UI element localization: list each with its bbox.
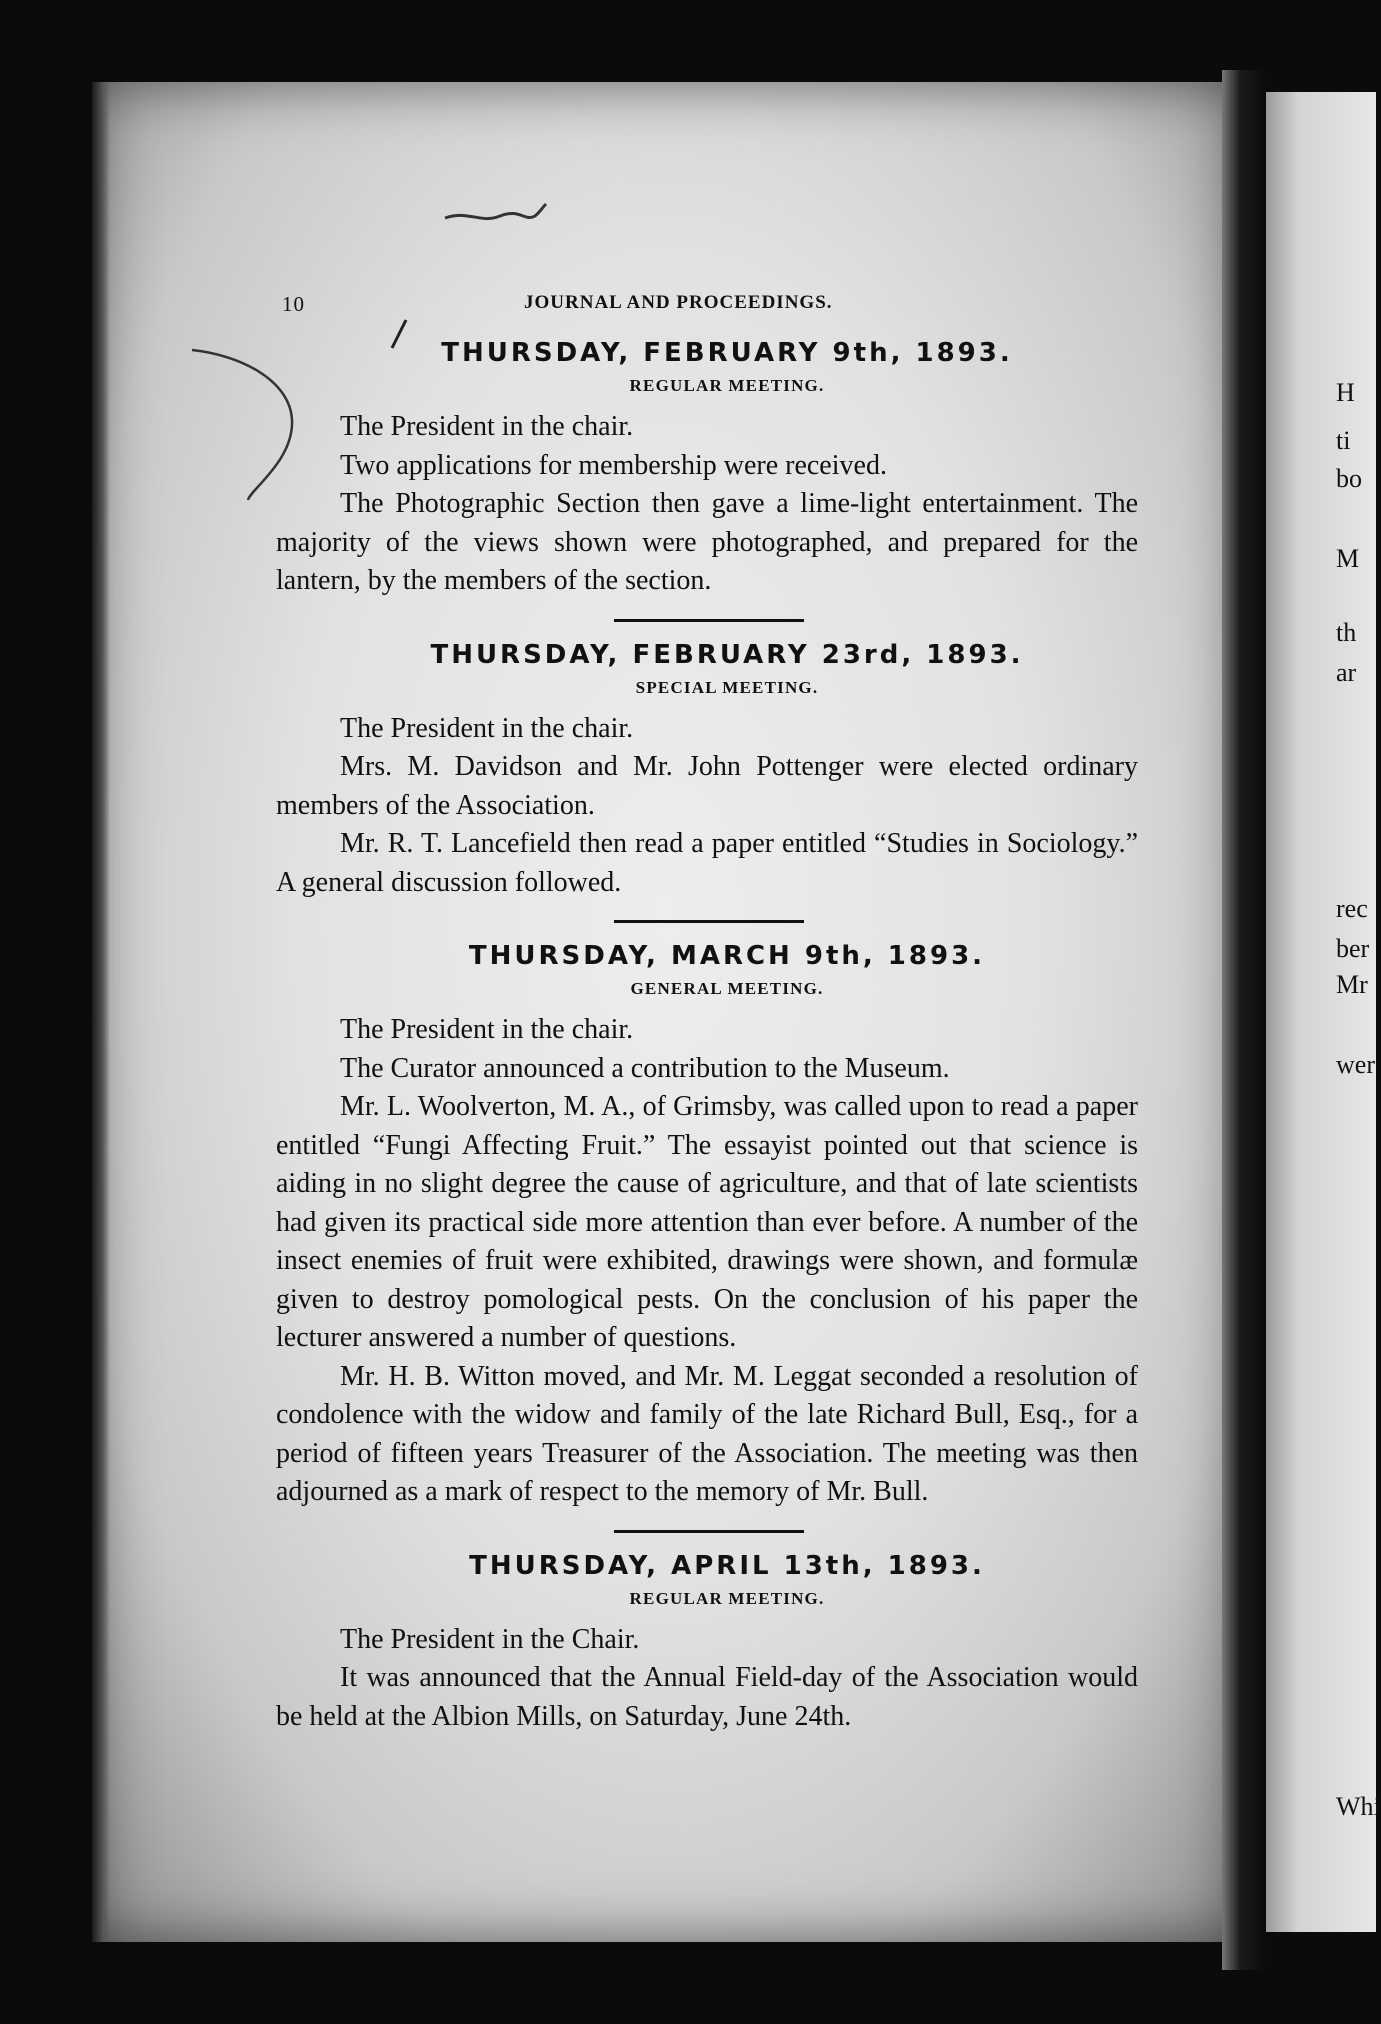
minutes-paragraph: The President in the chair. [340, 411, 634, 442]
facing-fragment: Whi [1336, 1792, 1381, 1821]
minutes-paragraph: Mr. R. T. Lancefield then read a paper entitled “Studies in Sociology.” A general discussion followed. [276, 828, 1138, 898]
section-divider [614, 920, 804, 923]
facing-fragment: H [1336, 378, 1355, 407]
minutes-paragraph: Two applications for membership were received. [340, 449, 887, 481]
page-number: 10 [282, 292, 305, 316]
facing-fragment: ti [1336, 426, 1351, 455]
minutes-paragraph: The Curator announced a contribution to the Museum. [340, 1052, 950, 1084]
facing-fragment: ar [1336, 658, 1357, 687]
meeting-type: REGULAR MEETING. [629, 1588, 825, 1608]
page-content [276, 272, 1138, 1736]
minutes-paragraph: The President in the Chair. [340, 1623, 640, 1655]
minutes-paragraph: The Photographic Section then gave a lime-light entertainment. The majority of the views shown were photographed, and prepared for the lantern, by the members of the section. [276, 488, 1138, 596]
minutes-paragraph: It was announced that the Annual Field-day of the Association would be held at the Albion Mills, on Saturday, June 24th. [276, 1662, 1138, 1732]
meeting-type: GENERAL MEETING. [630, 979, 824, 998]
facing-fragment: Mr [1336, 970, 1368, 999]
minutes-paragraph: Mr. L. Woolverton, M. A., of Grimsby, was called upon to read a paper entitled “Fungi Affecting Fruit.” The essayist pointed out that science is aiding in no slight degree the cause of agriculture, and that of late scientists had given its practical side more attention than ever before. A number of the insect enemies of fruit were exhibited, drawings were shown, and formulæ given to destroy pomological pests. On the conclusion of his paper the lecturer answered a number of questions. [276, 1091, 1138, 1353]
facing-fragment: ber [1336, 934, 1370, 963]
facing-fragment: M [1336, 544, 1360, 573]
book-gutter [1222, 70, 1268, 1970]
facing-fragment: rec [1336, 894, 1368, 923]
section-divider [614, 619, 804, 622]
facing-page [1266, 92, 1376, 1932]
page-left-shadow [92, 82, 110, 1942]
meeting-entry [276, 640, 1138, 903]
meeting-date: THURSDAY, FEBRUARY 23rd, 1893. [430, 639, 1024, 670]
meeting-date: THURSDAY, FEBRUARY 9th, 1893. [441, 338, 1013, 368]
meeting-date: THURSDAY, MARCH 9th, 1893. [468, 941, 986, 971]
facing-fragment: wer [1336, 1050, 1375, 1079]
facing-fragment: th [1336, 618, 1357, 647]
meeting-type: SPECIAL MEETING. [635, 677, 819, 697]
meeting-type: REGULAR MEETING. [629, 376, 825, 395]
meeting-entry [276, 338, 1138, 601]
minutes-paragraph: Mrs. M. Davidson and Mr. John Pottenger were elected ordinary members of the Association. [276, 751, 1138, 821]
minutes-paragraph: The President in the chair. [340, 712, 634, 744]
journal-title: JOURNAL AND PROCEEDINGS. [524, 292, 833, 313]
meeting-entry [276, 1551, 1138, 1737]
meeting-date: THURSDAY, APRIL 13th, 1893. [469, 1550, 985, 1581]
minutes-paragraph: The President in the chair. [340, 1014, 634, 1045]
minutes-paragraph: Mr. H. B. Witton moved, and Mr. M. Leggat seconded a resolution of condolence with the widow and family of the late Richard Bull, Esq., for a period of fifteen years Treasurer of the Association. The meeting was then adjourned as a mark of respect to the memory of Mr. Bull. [276, 1360, 1138, 1507]
facing-fragment: bo [1336, 464, 1362, 493]
section-divider [614, 1530, 804, 1533]
running-head [276, 280, 1138, 320]
meeting-entry [276, 941, 1138, 1512]
